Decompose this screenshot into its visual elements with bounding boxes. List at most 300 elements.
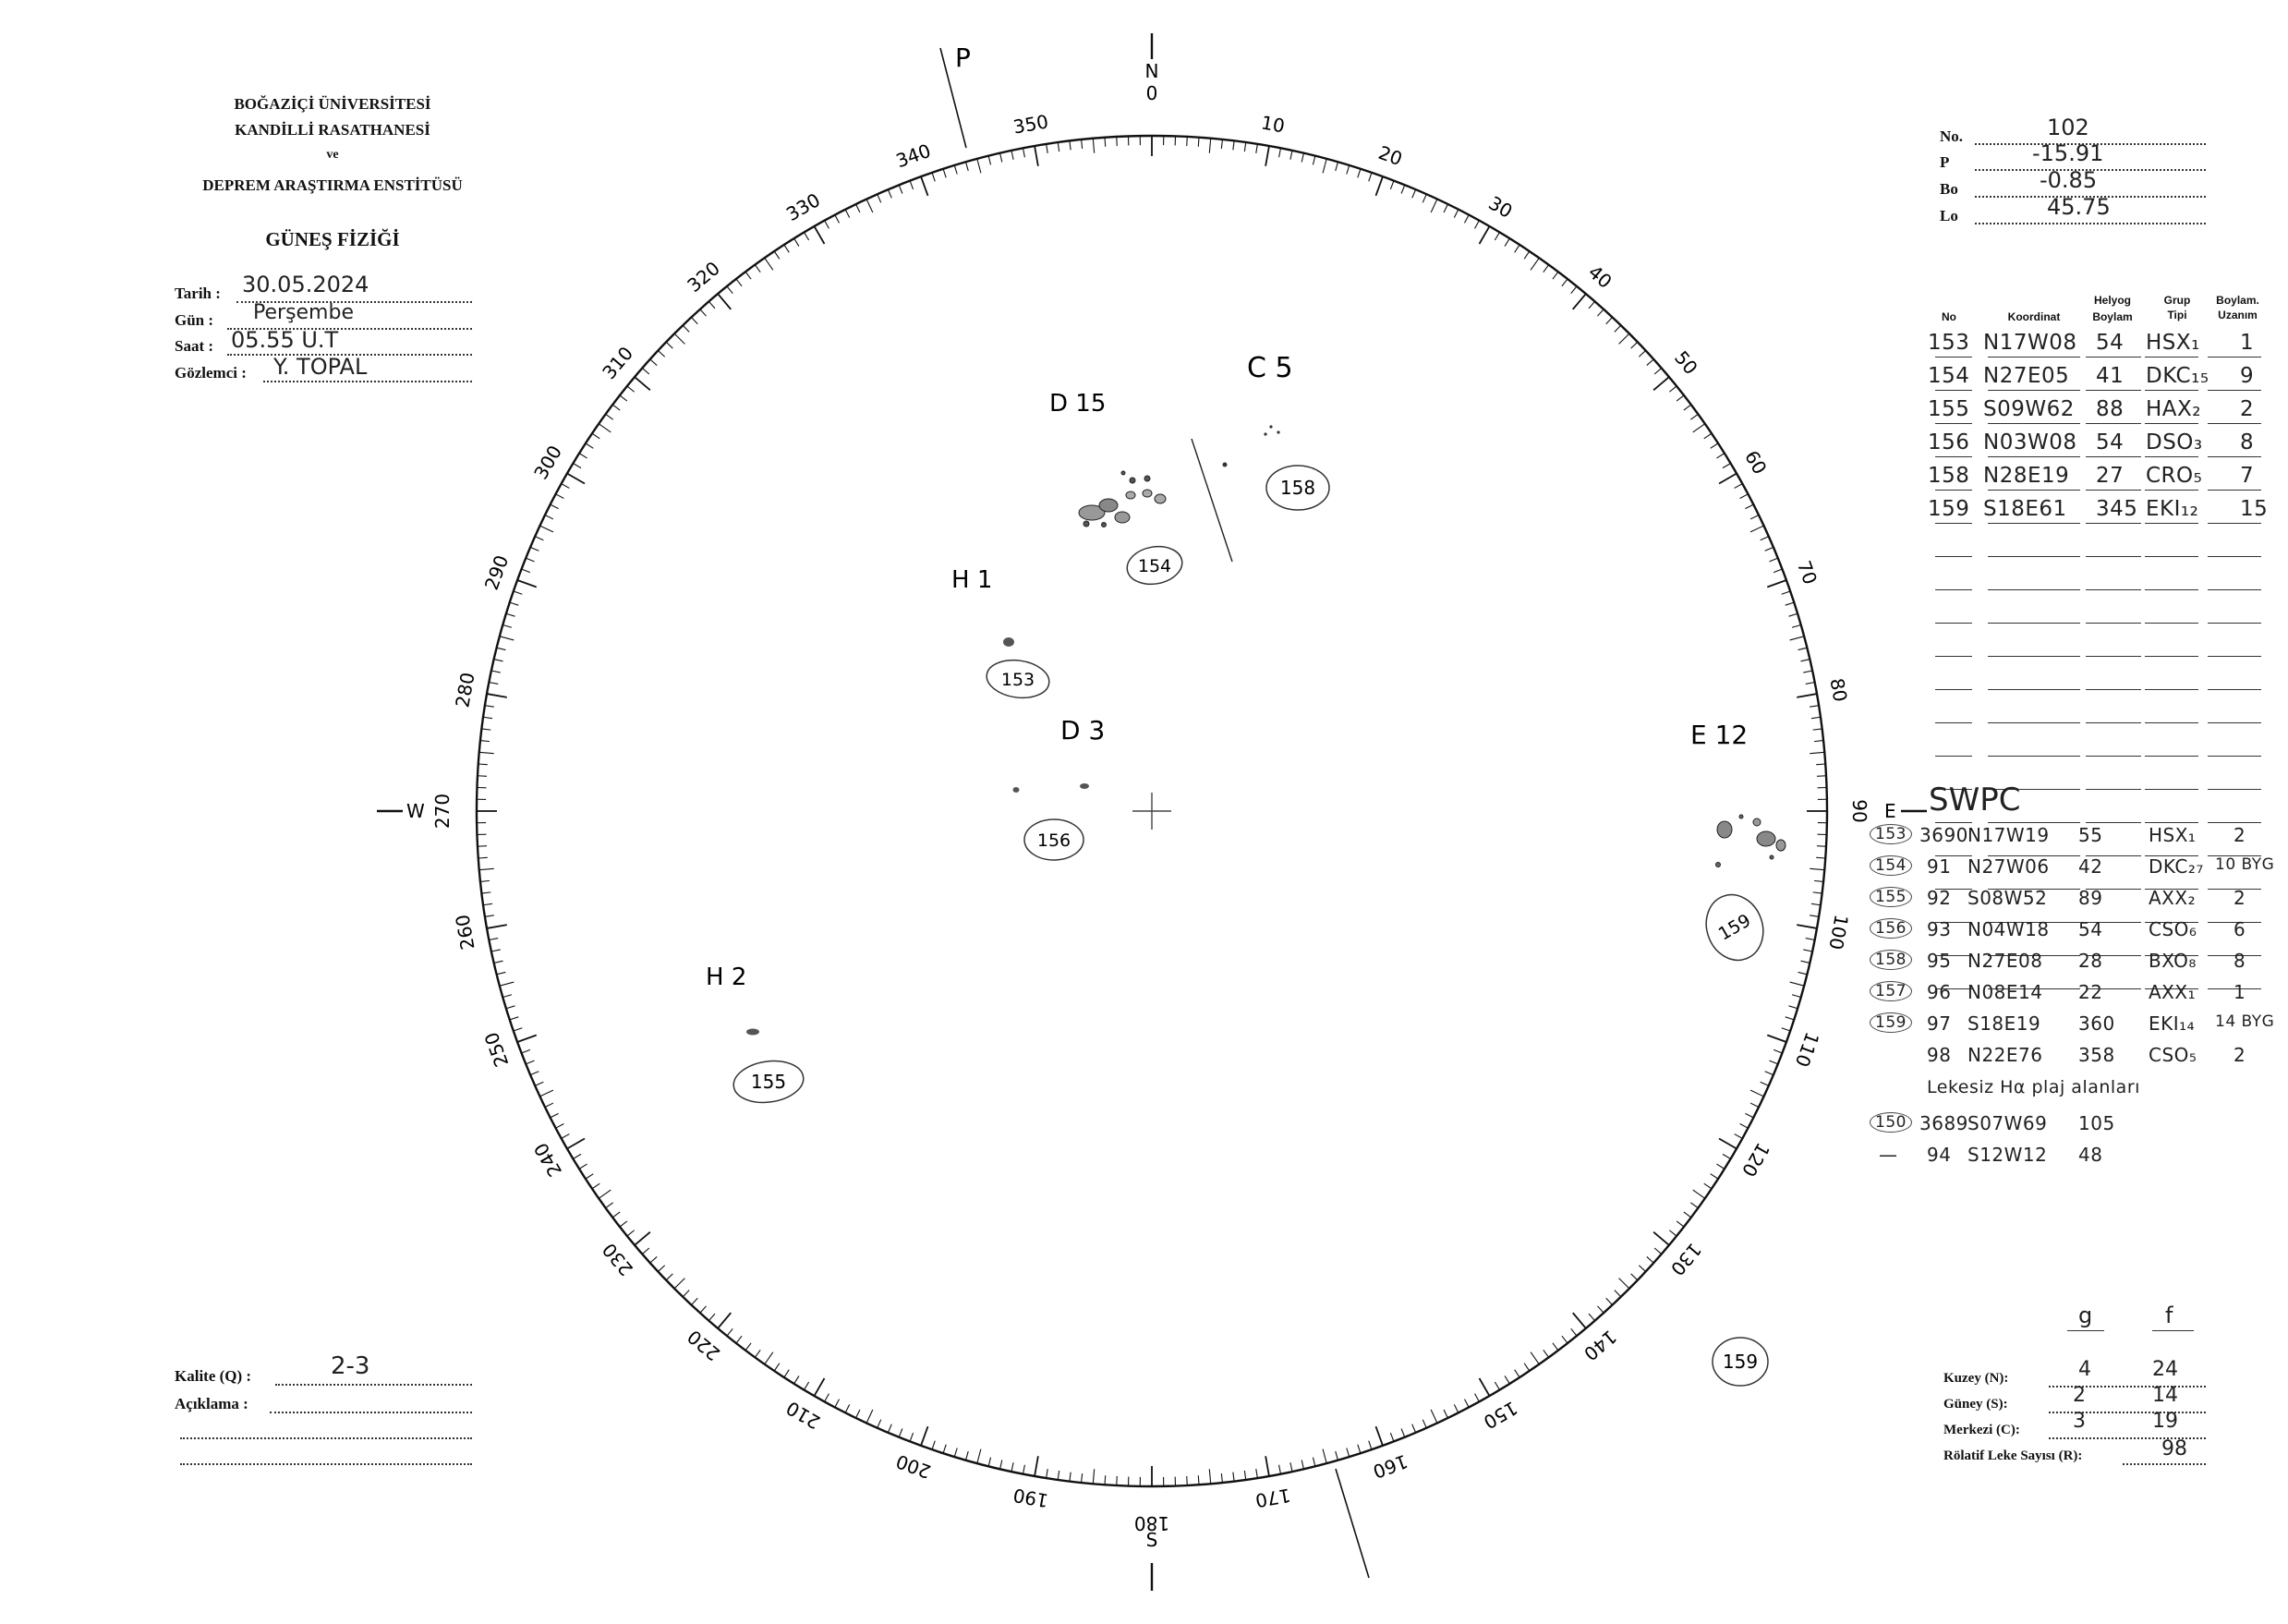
degree-tick xyxy=(921,1426,928,1446)
degree-tick xyxy=(1589,301,1595,309)
degree-tick xyxy=(1817,776,1826,777)
degree-tick xyxy=(1677,395,1684,401)
degree-tick xyxy=(510,1017,519,1020)
degree-tick xyxy=(1654,1248,1662,1254)
degree-tick xyxy=(1313,1458,1314,1467)
degree-tick xyxy=(1531,258,1539,270)
degree-tick xyxy=(1811,903,1821,904)
degree-tick xyxy=(888,1424,891,1433)
degree-label: 20 xyxy=(1375,140,1406,171)
degree-tick xyxy=(479,752,494,753)
group-number-156: 156 xyxy=(1036,830,1071,851)
degree-tick xyxy=(1786,602,1795,605)
degree-tick xyxy=(708,301,715,309)
degree-tick xyxy=(1810,752,1824,753)
degree-tick xyxy=(483,903,492,904)
degree-tick xyxy=(1505,238,1509,246)
degree-tick xyxy=(921,176,928,196)
degree-tick xyxy=(774,1363,780,1371)
degree-tick xyxy=(1047,1469,1048,1478)
degree-tick xyxy=(526,1060,534,1064)
degree-tick xyxy=(1369,1441,1372,1449)
degree-tick xyxy=(1198,1475,1199,1485)
degree-tick xyxy=(514,591,522,594)
degree-tick xyxy=(1187,1476,1188,1485)
degree-tick xyxy=(1401,1428,1405,1436)
degree-tick xyxy=(478,776,487,777)
degree-tick xyxy=(910,1433,914,1441)
degree-tick xyxy=(1765,1072,1774,1075)
degree-label: 70 xyxy=(1792,557,1822,588)
degree-tick xyxy=(1735,484,1743,489)
degree-tick xyxy=(1093,139,1094,153)
degree-tick xyxy=(1524,1363,1530,1371)
degree-tick xyxy=(691,1298,697,1304)
degree-label: 10 xyxy=(1259,111,1287,138)
degree-tick xyxy=(1265,146,1269,166)
degree-tick xyxy=(567,474,585,484)
degree-tick xyxy=(1761,1082,1769,1085)
degree-tick xyxy=(506,1006,515,1009)
degree-tick xyxy=(502,995,512,998)
degree-tick xyxy=(545,1103,553,1107)
kuzey-g: 4 xyxy=(2078,1358,2091,1381)
degree-tick xyxy=(489,683,498,685)
degree-tick xyxy=(1801,961,1810,963)
bo-value: -0.85 xyxy=(2040,167,2098,193)
degree-tick xyxy=(856,204,860,212)
degree-tick xyxy=(1047,144,1048,153)
degree-tick xyxy=(1797,925,1817,928)
degree-tick xyxy=(1023,1465,1025,1474)
degree-tick xyxy=(1375,176,1383,196)
degree-tick xyxy=(683,325,689,332)
kalite-value: 2-3 xyxy=(331,1352,370,1380)
degree-tick xyxy=(1606,317,1613,323)
degree-tick xyxy=(1347,1448,1350,1457)
saat-value: 05.55 U.T xyxy=(231,327,339,353)
guney-f: 14 xyxy=(2152,1384,2178,1407)
degree-tick xyxy=(1750,526,1764,532)
degree-tick xyxy=(1817,846,1826,847)
degree-label: 320 xyxy=(683,257,725,297)
lo-label: Lo xyxy=(1940,207,1958,224)
degree-tick xyxy=(727,286,732,294)
department-title: GÜNEŞ FİZİĞİ xyxy=(265,228,400,250)
degree-tick xyxy=(1011,1462,1013,1472)
degree-tick xyxy=(1806,683,1815,685)
group-number-154: 154 xyxy=(1137,556,1172,576)
tarih-value: 30.05.2024 xyxy=(242,272,369,297)
degree-tick xyxy=(899,185,902,193)
degree-tick xyxy=(1524,251,1530,259)
degree-tick xyxy=(1740,1123,1749,1128)
degree-tick xyxy=(1735,1134,1743,1139)
degree-tick xyxy=(1375,1426,1383,1446)
north-label: N xyxy=(1144,60,1159,82)
degree-tick xyxy=(736,279,742,286)
degree-tick xyxy=(556,1123,564,1128)
lo-value: 45.75 xyxy=(2047,194,2111,220)
rolatif-label: Rölatif Leke Sayısı (R): xyxy=(1943,1448,2083,1463)
degree-tick xyxy=(1011,151,1013,160)
col-no: No xyxy=(1942,310,1956,323)
degree-tick xyxy=(514,1028,522,1031)
degree-tick xyxy=(794,238,799,246)
degree-tick xyxy=(1290,1462,1292,1472)
degree-tick xyxy=(1801,660,1810,661)
degree-tick xyxy=(954,1448,957,1457)
class-label-159: E 12 xyxy=(1690,720,1749,750)
degree-tick xyxy=(592,1183,599,1189)
col-koordinat: Koordinat xyxy=(2007,310,2061,323)
degree-tick xyxy=(1761,537,1769,540)
degree-tick xyxy=(1515,245,1519,252)
degree-tick xyxy=(479,868,494,869)
degree-tick xyxy=(1750,1090,1764,1097)
degree-tick xyxy=(579,454,587,458)
degree-tick xyxy=(1684,1212,1691,1218)
degree-tick xyxy=(1767,580,1786,588)
degree-tick xyxy=(805,232,809,240)
degree-tick xyxy=(487,694,507,697)
degree-tick xyxy=(1810,915,1819,917)
spot-group-159 xyxy=(1716,815,1786,867)
degree-tick xyxy=(1677,1221,1684,1227)
degree-tick xyxy=(736,1336,742,1343)
institution-line4: DEPREM ARAŞTIRMA ENSTİTÜSÜ xyxy=(202,176,463,194)
degree-tick xyxy=(1597,309,1604,316)
col-boylam: Boylam xyxy=(2092,310,2133,323)
g-label: g xyxy=(2078,1303,2093,1328)
degree-tick xyxy=(1788,613,1798,616)
degree-tick xyxy=(683,1291,689,1297)
class-label-154: D 15 xyxy=(1049,390,1107,418)
degree-tick xyxy=(635,1232,650,1245)
degree-label: 330 xyxy=(781,188,825,226)
degree-tick xyxy=(485,706,494,708)
degree-tick xyxy=(1647,359,1653,366)
degree-tick xyxy=(765,258,773,270)
degree-tick xyxy=(1431,1410,1437,1424)
degree-tick xyxy=(1639,1266,1645,1272)
col-helyog: Helyog xyxy=(2093,294,2131,307)
degree-tick xyxy=(1256,144,1258,153)
degree-tick xyxy=(1244,142,1245,151)
degree-tick xyxy=(1256,1469,1258,1478)
degree-tick xyxy=(1531,1352,1539,1364)
degree-tick xyxy=(1647,1256,1653,1263)
degree-tick xyxy=(1553,1343,1558,1351)
degree-tick xyxy=(517,1035,537,1042)
degree-tick xyxy=(1750,515,1759,519)
degree-tick xyxy=(755,265,760,273)
class-label-155: H 2 xyxy=(706,963,747,991)
degree-tick xyxy=(573,464,581,468)
degree-tick xyxy=(1070,1473,1071,1482)
degree-label: 130 xyxy=(1665,1238,1706,1280)
degree-tick xyxy=(1615,325,1621,332)
degree-tick xyxy=(1431,199,1437,212)
degree-tick xyxy=(1209,1469,1210,1484)
degree-tick xyxy=(1597,1306,1604,1313)
spot-group-153 xyxy=(1003,637,1014,647)
degree-tick xyxy=(650,1256,657,1263)
swpc-title: SWPC xyxy=(1929,782,2021,818)
degree-tick xyxy=(1444,1410,1447,1418)
degree-tick xyxy=(562,484,570,489)
degree-tick xyxy=(539,526,553,532)
degree-tick xyxy=(586,443,593,448)
degree-tick xyxy=(835,215,840,224)
degree-tick xyxy=(1806,939,1815,940)
degree-tick xyxy=(627,386,635,392)
south-180: 180 xyxy=(1133,1512,1170,1534)
degree-tick xyxy=(573,1154,581,1158)
degree-tick xyxy=(489,939,498,940)
degree-tick xyxy=(1798,648,1808,649)
spot-group-154 xyxy=(1079,471,1166,527)
degree-tick xyxy=(1301,1460,1303,1470)
group-number-158: 158 xyxy=(1279,477,1316,499)
degree-tick xyxy=(1082,139,1083,149)
degree-tick xyxy=(1813,729,1822,730)
degree-tick xyxy=(1035,1456,1038,1476)
degree-label: 120 xyxy=(1737,1138,1774,1182)
degree-tick xyxy=(535,537,543,540)
degree-tick xyxy=(745,272,751,279)
degree-tick xyxy=(1774,569,1782,573)
degree-tick xyxy=(1464,1400,1469,1408)
south-label: S xyxy=(1145,1529,1158,1551)
degree-tick xyxy=(1323,1449,1326,1463)
degree-tick xyxy=(1480,226,1490,244)
degree-tick xyxy=(718,1313,731,1328)
degree-tick xyxy=(1814,880,1823,881)
guney-label: Güney (S): xyxy=(1943,1397,2008,1412)
degree-tick xyxy=(1358,1445,1361,1454)
col-grup: Grup xyxy=(2163,294,2191,307)
degree-tick xyxy=(1606,1298,1613,1304)
degree-label: 290 xyxy=(479,551,514,593)
degree-tick xyxy=(1543,1350,1549,1357)
degree-tick xyxy=(1336,162,1338,171)
degree-tick xyxy=(1082,1473,1083,1483)
degree-tick xyxy=(878,194,881,202)
merkez-label: Merkezi (C): xyxy=(1943,1423,2020,1437)
degree-tick xyxy=(494,961,503,963)
group-number-155: 155 xyxy=(750,1071,787,1093)
west-label: W xyxy=(406,800,425,822)
degree-tick xyxy=(1619,333,1629,344)
degree-tick xyxy=(954,165,957,175)
degree-tick xyxy=(825,1394,829,1402)
degree-tick xyxy=(491,671,501,673)
degree-tick xyxy=(1221,139,1222,149)
gozlemci-value: Y. TOPAL xyxy=(273,354,368,380)
degree-tick xyxy=(478,764,488,765)
degree-tick xyxy=(866,199,873,212)
degree-tick xyxy=(1347,165,1350,175)
degree-tick xyxy=(1117,137,1118,146)
saat-label: Saat : xyxy=(175,337,214,355)
degree-tick xyxy=(627,1230,635,1236)
degree-label: 200 xyxy=(892,1449,934,1484)
tarih-label: Tarih : xyxy=(175,285,221,302)
degree-tick xyxy=(845,1404,850,1412)
east-90: 90 xyxy=(1848,799,1870,823)
degree-tick xyxy=(1693,424,1705,432)
degree-tick xyxy=(506,613,515,616)
gun-label: Gün : xyxy=(175,311,214,329)
degree-tick xyxy=(1553,272,1558,279)
degree-tick xyxy=(765,1352,773,1364)
degree-tick xyxy=(932,173,935,181)
merkez-f: 19 xyxy=(2152,1410,2178,1433)
degree-tick xyxy=(1198,138,1199,147)
degree-tick xyxy=(1401,185,1405,193)
degree-tick xyxy=(1704,1183,1712,1189)
degree-tick xyxy=(718,294,731,309)
degree-tick xyxy=(856,1410,860,1418)
degree-label: 190 xyxy=(1011,1484,1050,1512)
degree-tick xyxy=(910,181,914,189)
degree-tick xyxy=(943,169,946,178)
degree-tick xyxy=(1723,464,1731,468)
degree-tick xyxy=(691,317,697,323)
degree-label: 310 xyxy=(598,342,638,384)
degree-tick xyxy=(1573,1313,1586,1328)
kuzey-label: Kuzey (N): xyxy=(1943,1371,2009,1386)
degree-tick xyxy=(1792,625,1801,628)
degree-tick xyxy=(1000,153,1002,163)
degree-tick xyxy=(530,1072,539,1075)
degree-tick xyxy=(1615,1291,1621,1297)
degree-tick xyxy=(1070,140,1071,150)
degree-label: 30 xyxy=(1484,191,1517,223)
degree-tick xyxy=(1669,1230,1677,1236)
degree-tick xyxy=(612,1212,620,1218)
degree-label: 100 xyxy=(1824,913,1853,951)
degree-tick xyxy=(1323,159,1326,173)
degree-tick xyxy=(1480,1378,1490,1396)
degree-label: 160 xyxy=(1370,1449,1411,1484)
degree-tick xyxy=(1390,1433,1394,1441)
degree-tick xyxy=(1244,1471,1245,1480)
degree-tick xyxy=(480,741,490,742)
degree-label: 40 xyxy=(1583,261,1616,294)
col-uzanim: Uzanım xyxy=(2218,309,2258,321)
institution-line3: ve xyxy=(326,148,339,162)
degree-tick xyxy=(491,950,501,951)
degree-tick xyxy=(485,915,494,917)
degree-tick xyxy=(530,547,539,551)
degree-tick xyxy=(539,1090,553,1097)
degree-tick xyxy=(977,1449,981,1463)
degree-tick xyxy=(1422,1420,1426,1428)
degree-tick xyxy=(1093,1469,1094,1484)
degree-tick xyxy=(1058,1471,1059,1480)
degree-tick xyxy=(1719,474,1737,484)
degree-tick xyxy=(494,660,503,661)
degree-tick xyxy=(1571,1328,1577,1336)
group-number-153: 153 xyxy=(1000,670,1035,690)
degree-tick xyxy=(481,729,490,730)
degree-tick xyxy=(1454,210,1459,218)
degree-label: 300 xyxy=(529,441,567,484)
guney-g: 2 xyxy=(2073,1384,2086,1407)
degree-tick xyxy=(586,1174,593,1179)
degree-tick xyxy=(1719,1139,1737,1149)
class-label-153: H 1 xyxy=(951,566,993,594)
degree-tick xyxy=(888,189,891,198)
degree-label: 80 xyxy=(1825,676,1852,704)
degree-tick xyxy=(500,636,514,640)
degree-tick xyxy=(1750,1103,1759,1107)
degree-tick xyxy=(943,1445,946,1454)
degree-tick xyxy=(1653,377,1669,390)
degree-tick xyxy=(1265,1456,1269,1476)
gun-value: Perşembe xyxy=(253,301,354,324)
degree-tick xyxy=(1769,1060,1777,1064)
degree-tick xyxy=(1105,138,1106,147)
p-value: -15.91 xyxy=(2032,140,2104,166)
degree-tick xyxy=(642,368,649,374)
degree-tick xyxy=(1790,636,1804,640)
degree-label: 110 xyxy=(1790,1029,1824,1071)
degree-tick xyxy=(650,359,657,366)
degree-label: 260 xyxy=(451,913,479,951)
degree-tick xyxy=(1769,558,1777,562)
degree-tick xyxy=(1571,286,1577,294)
degree-tick xyxy=(708,1314,715,1321)
degree-tick xyxy=(1782,1028,1790,1031)
degree-tick xyxy=(562,1134,570,1139)
p-label: P xyxy=(1940,153,1950,171)
degree-tick xyxy=(1475,221,1480,229)
degree-tick xyxy=(1774,1049,1782,1053)
degree-tick xyxy=(1515,1370,1519,1377)
degree-tick xyxy=(1301,153,1303,163)
degree-tick xyxy=(1790,982,1804,986)
degree-tick xyxy=(535,1082,543,1085)
degree-tick xyxy=(1464,215,1469,224)
degree-label: 50 xyxy=(1669,346,1702,380)
kuzey-f: 24 xyxy=(2152,1358,2178,1381)
degree-tick xyxy=(815,226,825,244)
bo-label: Bo xyxy=(1940,180,1958,198)
degree-tick xyxy=(1740,494,1749,499)
degree-tick xyxy=(478,846,487,847)
degree-label: 280 xyxy=(451,671,479,709)
degree-tick xyxy=(745,1343,751,1351)
degree-tick xyxy=(606,1203,613,1208)
class-label-156: D 3 xyxy=(1060,715,1106,745)
degree-tick xyxy=(1454,1404,1459,1412)
degree-tick xyxy=(866,1410,873,1424)
degree-tick xyxy=(567,1139,585,1149)
degree-tick xyxy=(815,1378,825,1396)
institution-line2: KANDİLLİ RASATHANESİ xyxy=(235,121,430,139)
degree-tick xyxy=(1813,892,1822,893)
degree-tick xyxy=(1788,1006,1798,1009)
degree-tick xyxy=(1745,1113,1753,1118)
degree-tick xyxy=(1233,140,1234,150)
degree-tick xyxy=(988,1458,990,1467)
degree-tick xyxy=(642,1248,649,1254)
degree-tick xyxy=(1803,671,1812,673)
degree-tick xyxy=(1495,232,1499,240)
